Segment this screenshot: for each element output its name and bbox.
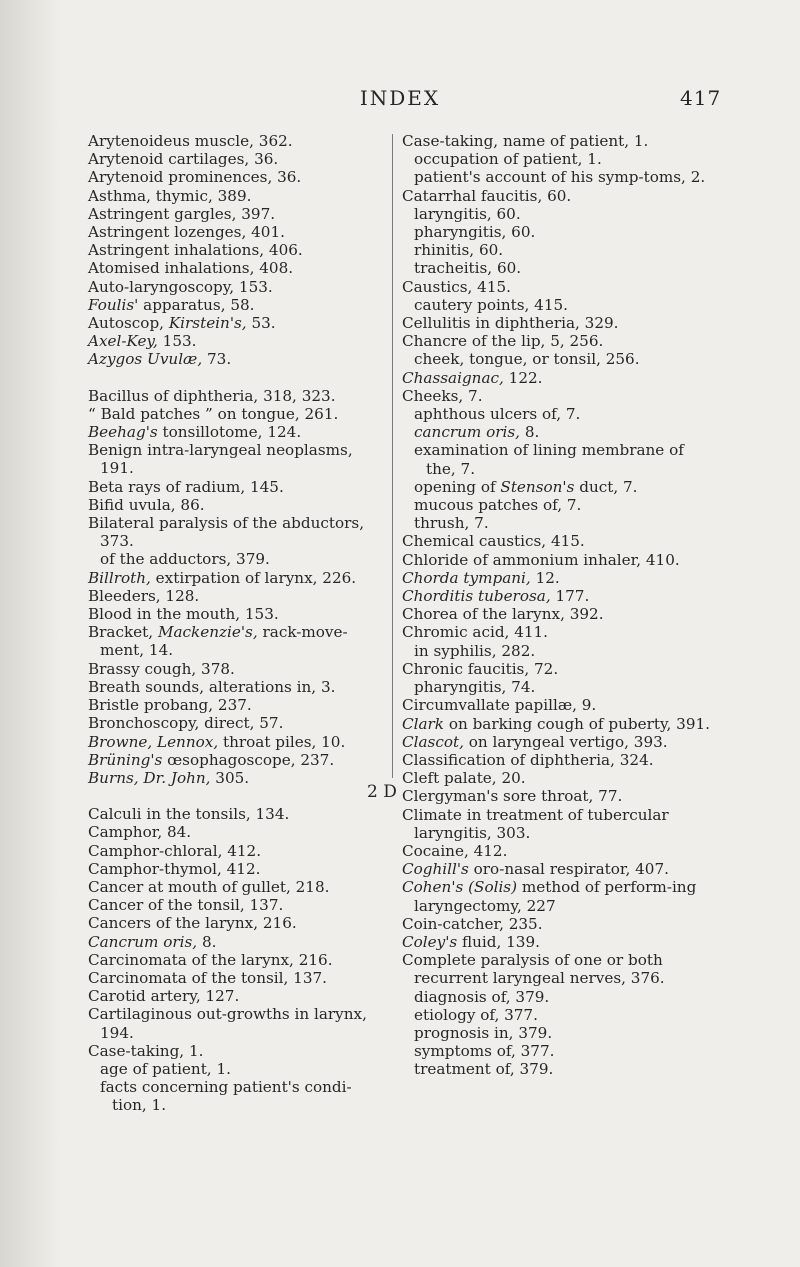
index-entry: Chorditis tuberosa, 177.	[402, 587, 590, 606]
index-entry: Beehag's tonsillotome, 124.	[88, 423, 302, 442]
index-entry: Carcinomata of the tonsil, 137.	[88, 968, 327, 987]
section-gap	[88, 787, 384, 805]
index-entry: Case-taking, name of patient, 1.	[402, 132, 649, 150]
index-entry: Bleeders, 128.	[88, 586, 200, 605]
index-entry: Coin-catcher, 235.	[402, 914, 543, 933]
index-entry: Climate in treatment of tubercular laryngitis, 303.	[402, 805, 669, 842]
index-entry: Beta rays of radium, 145.	[88, 477, 284, 496]
index-entry: Carcinomata of the larynx, 216.	[88, 950, 333, 969]
index-subentry: age of patient, 1.	[100, 1059, 231, 1078]
index-entry: Astringent gargles, 397.	[88, 204, 276, 223]
index-column-left	[88, 132, 384, 1115]
index-entry: Complete paralysis of one or both recurrent laryngeal nerves, 376.	[402, 951, 665, 988]
index-entry: Chorea of the larynx, 392.	[402, 605, 604, 624]
index-entry: “ Bald patches ” on tongue, 261.	[88, 404, 339, 423]
index-entry: Carotid artery, 127.	[88, 987, 240, 1006]
index-entry: Camphor-chloral, 412.	[88, 841, 262, 860]
index-subentry: etiology of, 377.	[414, 1005, 538, 1024]
index-entry: Cheeks, 7.	[402, 386, 483, 405]
index-entry: Arytenoideus muscle, 362.	[88, 132, 293, 150]
index-subentry: pharyngitis, 60.	[414, 223, 536, 242]
index-entry: Billroth, extirpation of larynx, 226.	[88, 568, 357, 587]
index-subentry: treatment of, 379.	[414, 1060, 554, 1079]
index-entry: Chancre of the lip, 5, 256.	[402, 332, 604, 351]
page-edge-shadow	[0, 0, 60, 1267]
index-entry: Foulis' apparatus, 58.	[88, 295, 255, 314]
index-entry: Arytenoid cartilages, 36.	[88, 150, 279, 169]
index-entry: Caustics, 415.	[402, 277, 511, 296]
index-entry: Benign intra-laryngeal neoplasms, 191.	[88, 441, 353, 478]
index-entry: Brassy cough, 378.	[88, 659, 235, 678]
signature-mark: 2 D	[367, 782, 397, 802]
index-entry: Chloride of ammonium inhaler, 410.	[402, 550, 680, 569]
index-subentry: thrush, 7.	[414, 514, 489, 533]
index-entry: Bifid uvula, 86.	[88, 495, 205, 514]
index-subentry: laryngitis, 60.	[414, 204, 521, 223]
index-subentry: mucous patches of, 7.	[414, 496, 582, 515]
index-entry: Arytenoid prominences, 36.	[88, 168, 302, 187]
index-subentry: cheek, tongue, or tonsil, 256.	[414, 350, 640, 369]
index-entry: Cellulitis in diphtheria, 329.	[402, 314, 619, 333]
index-entry: Burns, Dr. John, 305.	[88, 768, 250, 787]
index-entry: Cohen's (Solis) method of perform-ing laryngectomy, 227	[402, 878, 697, 915]
index-entry: Browne, Lennox, throat piles, 10.	[88, 732, 346, 751]
index-entry: Chorda tympani, 12.	[402, 568, 560, 587]
index-entry: Astringent inhalations, 406.	[88, 241, 303, 260]
index-subentry: occupation of patient, 1.	[414, 150, 602, 169]
index-subentry: examination of lining membrane of the, 7.	[414, 441, 684, 478]
index-entry: Axel-Key, 153.	[88, 332, 197, 351]
index-subentry: in syphilis, 282.	[414, 641, 536, 660]
index-entry: Chassaignac, 122.	[402, 368, 543, 387]
index-entry: Bacillus of diphtheria, 318, 323.	[88, 386, 336, 405]
index-entry: Camphor, 84.	[88, 823, 192, 842]
index-entry: Clark on barking cough of puberty, 391.	[402, 714, 710, 733]
column-divider	[392, 134, 393, 778]
index-subentry: cancrum oris, 8.	[414, 423, 540, 442]
index-entry: Auto-laryngoscopy, 153.	[88, 277, 273, 296]
index-entry: Breath sounds, alterations in, 3.	[88, 677, 336, 696]
index-entry: Clascot, on laryngeal vertigo, 393.	[402, 732, 668, 751]
index-entry: Cancer of the tonsil, 137.	[88, 896, 284, 915]
index-entry: Cleft palate, 20.	[402, 769, 526, 788]
index-entry: Clergyman's sore throat, 77.	[402, 787, 623, 806]
index-entry: Astringent lozenges, 401.	[88, 223, 285, 242]
index-entry: Autoscop, Kirstein's, 53.	[88, 314, 276, 333]
index-subentry: of the adductors, 379.	[100, 550, 270, 569]
index-entry: Azygos Uvulæ, 73.	[88, 350, 232, 369]
index-subentry: aphthous ulcers of, 7.	[414, 405, 581, 424]
index-subentry: patient's account of his symp-toms, 2.	[414, 168, 706, 187]
index-entry: Catarrhal faucitis, 60.	[402, 186, 572, 205]
index-entry: Bristle probang, 237.	[88, 696, 252, 715]
index-entry: Chronic faucitis, 72.	[402, 659, 559, 678]
index-entry: Cocaine, 412.	[402, 841, 508, 860]
index-entry: Bilateral paralysis of the abductors, 373.	[88, 514, 365, 551]
index-subentry: tracheitis, 60.	[414, 259, 522, 278]
index-entry: Bracket, Mackenzie's, rack-move-ment, 14.	[88, 623, 348, 660]
index-subentry: prognosis in, 379.	[414, 1023, 553, 1042]
index-entry: Asthma, thymic, 389.	[88, 186, 252, 205]
index-entry: Camphor-thymol, 412.	[88, 859, 261, 878]
index-entry: Cancrum oris, 8.	[88, 932, 217, 951]
index-subentry: opening of Stenson's duct, 7.	[414, 477, 638, 496]
index-entry: Cartilaginous out-growths in larynx, 194.	[88, 1005, 367, 1042]
index-entry: Cancers of the larynx, 216.	[88, 914, 297, 933]
page-title: INDEX	[359, 86, 441, 110]
index-subentry: facts concerning patient's condi-tion, 1.	[100, 1078, 352, 1115]
index-entry: Blood in the mouth, 153.	[88, 605, 279, 624]
index-subentry: diagnosis of, 379.	[414, 987, 550, 1006]
index-entry: Classification of diphtheria, 324.	[402, 750, 654, 769]
index-entry: Brüning's œsophagoscope, 237.	[88, 750, 335, 769]
page-number: 417	[680, 86, 722, 110]
index-subentry: cautery points, 415.	[414, 295, 568, 314]
index-entry: Chemical caustics, 415.	[402, 532, 585, 551]
index-subentry: rhinitis, 60.	[414, 241, 504, 260]
section-gap	[88, 369, 384, 387]
index-entry: Bronchoscopy, direct, 57.	[88, 714, 284, 733]
index-entry: Circumvallate papillæ, 9.	[402, 696, 597, 715]
index-entry: Coley's fluid, 139.	[402, 932, 540, 951]
index-entry: Coghill's oro-nasal respirator, 407.	[402, 860, 669, 879]
index-entry: Atomised inhalations, 408.	[88, 259, 294, 278]
page-header	[0, 86, 800, 116]
index-subentry: pharyngitis, 74.	[414, 678, 536, 697]
index-entry: Calculi in the tonsils, 134.	[88, 805, 290, 824]
index-subentry: symptoms of, 377.	[414, 1042, 555, 1061]
index-column-right	[402, 132, 718, 1079]
index-entry: Case-taking, 1.	[88, 1041, 204, 1060]
index-entry: Cancer at mouth of gullet, 218.	[88, 877, 330, 896]
index-entry: Chromic acid, 411.	[402, 623, 549, 642]
